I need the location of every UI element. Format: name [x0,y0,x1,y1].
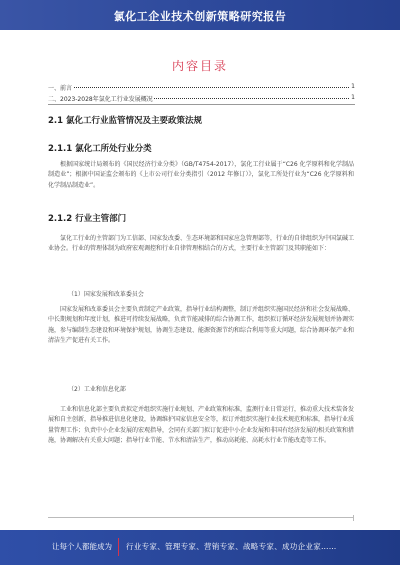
toc-title: 内容目录 [171,59,228,73]
toc-item-overview[interactable] [48,94,355,103]
subsection-heading-authorities: 2.1.2 行业主管部门 [48,214,127,224]
toc-leader-dots [48,87,349,88]
footer-separator [118,538,119,556]
report-footer [0,530,400,565]
toc-item-label: 二、2023-2028年氯化工行业发展概况 [48,96,153,103]
miit-paragraph: 工业和信息化部主要负责拟定并组织实施行业规划、产业政策和标准，监测行业日常运行，推动重大技术装备发展和自主创新，指导推进信息化建设，协调维护国家信息安全等，拟订并组织实施行业技术规范和标准，指导行业质量管理工作；负责中小企业发展的宏观指导，会同有关部门拟订促进中小企业发展和非国有经济发展的相关政策和措施，协调解决有关重大问题；指导行业节能、节水和清洁生产，推动高耗能、高耗水行业节能改造等工作。 [48,406,355,444]
footer-divider [48,517,354,518]
footer-roles: 行业专家、管理专家、营销专家、战略专家、成功企业家…… [126,542,337,551]
footer-slogan: 让每个人都能成为 [52,542,112,551]
report-title: 氯化工企业技术创新策略研究报告 [113,10,287,23]
subsection-heading-classification: 2.1.1 氯化工所处行业分类 [48,144,152,154]
toc-item-label: 一、前言 [48,85,73,92]
item-heading-ndrc: （1）国家发展和改革委员会 [68,291,144,298]
ndrc-paragraph: 国家发展和改革委员会主要负责制定产业政策，指导行业结构调整，制订并组织实施国民经济和社会发展战略、中长期规划和年度计划，推进可持续发展战略，负责节能减排的综合协调工作，组织拟订循环经济发展规划并协调实施，参与编制生态建设和环境保护规划，协调生态建设、能源资源节约和综合利用等重大问题，综合协调环保产业和清洁生产促进有关工作。 [48,306,355,344]
report-header [0,0,400,30]
authorities-intro-paragraph: 氯化工行业的主管部门为工信部、国家发改委、生态环境部和国家应急管理部等，行业的自律组织为中国氯碱工业协会。行业的管理体制为政府宏观调控和行业自律管理相结合的方式，主要行业主管部门及其职能如下： [48,235,355,253]
item-heading-miit: （2）工业和信息化部 [68,386,126,393]
toc-item-preface[interactable] [48,83,355,92]
toc-item-page: 1 [351,83,355,90]
toc-divider [48,104,355,105]
classification-paragraph: 根据国家统计局颁布的《国民经济行业分类》（GB/T4754-2017），氯化工行业属于“C26 化学原料和化学制品制造业”；根据中国证监会颁布的《上市公司行业分类指引（2012 年修订）》，氯化工所处行业为“C26 化学原料和化学制品制造业”。 [48,161,354,189]
toc-item-page: 1 [351,94,355,101]
section-heading: 2.1 氯化工行业监管情况及主要政策法规 [48,116,203,126]
